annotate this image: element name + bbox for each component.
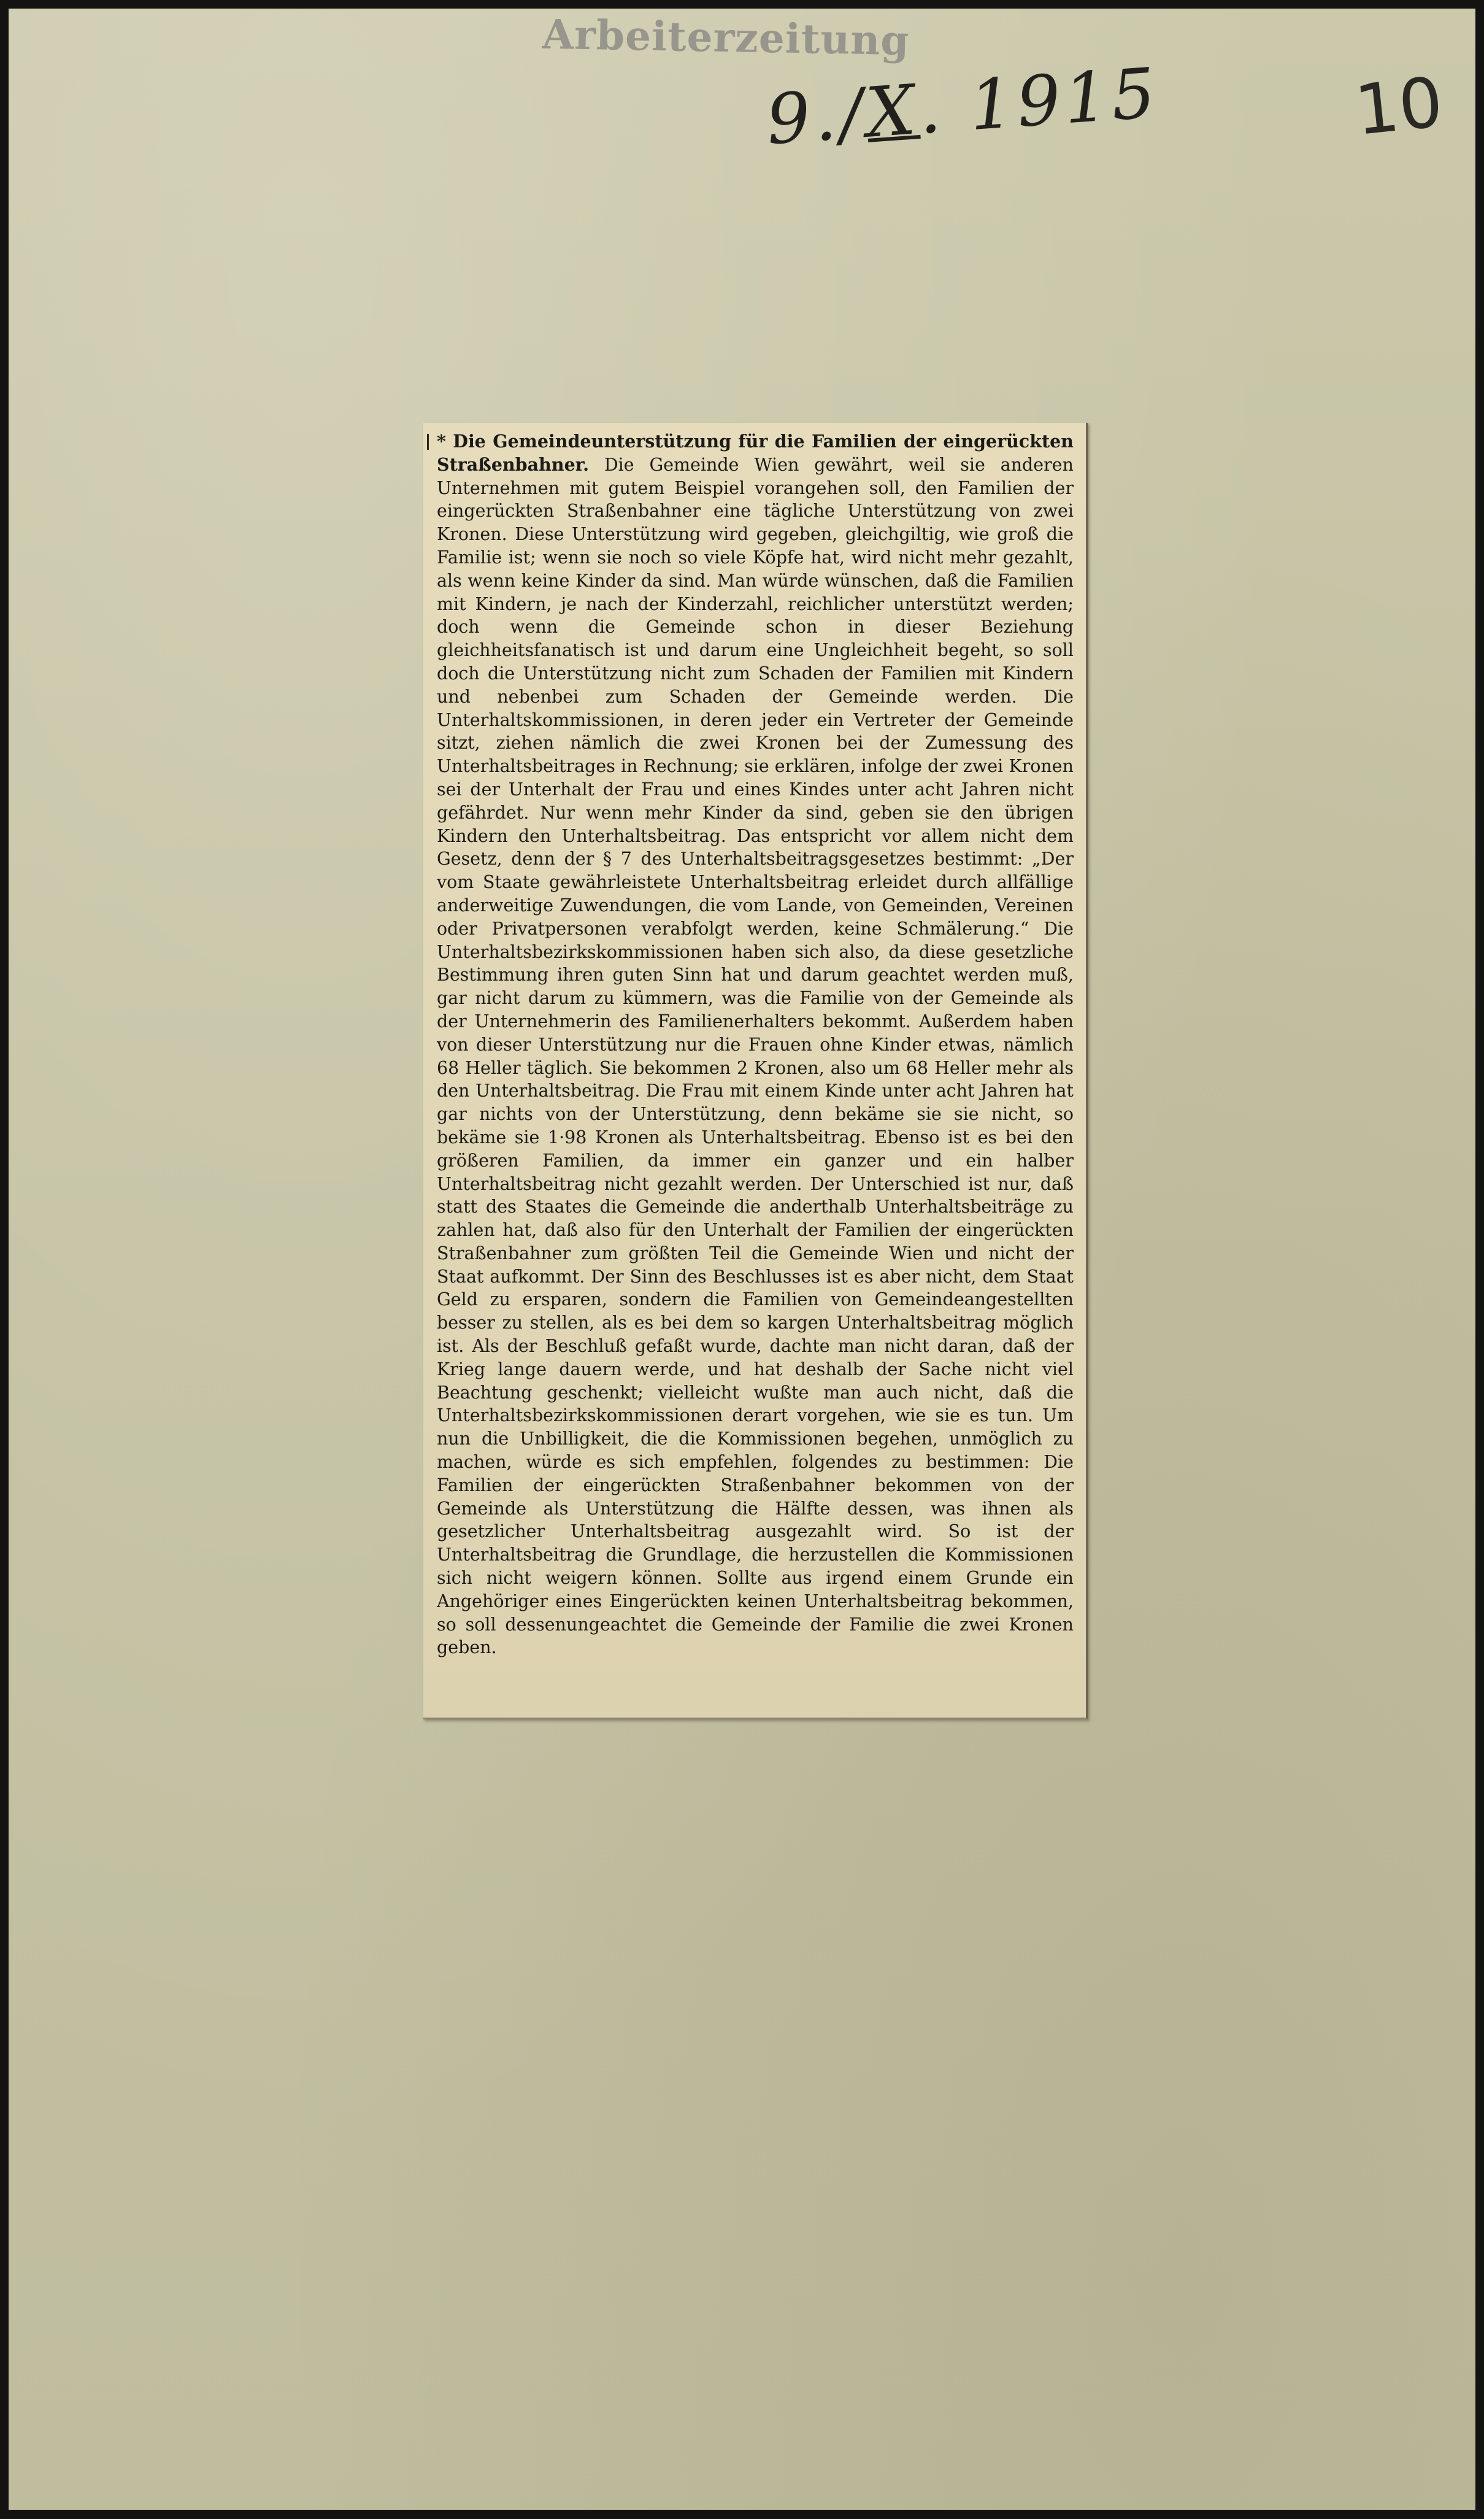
date-year: 1915 [966,53,1162,147]
date-month: X [863,70,922,153]
page-number: 10 [1351,62,1447,152]
date-day: 9. [764,75,842,161]
article-text [437,430,1074,1659]
newspaper-stamp: Arbeiterzeitung [542,10,910,65]
article-body: Die Gemeinde Wien gewährt, weil sie anderen Unternehmen mit gutem Beispiel vorangehen soll, den Familien der eingerückten Straßenbahner eine tägliche Unterstützung von zwei Kronen. Diese Unterstützung wird gegeben, gleichgiltig, wie groß die Familie ist; wenn sie noch so viele Köpfe hat, wird nicht mehr gezahlt, als wenn keine Kinder da sind. Man würde wünschen, daß die Familien mit Kindern, je nach der Kinderzahl, reichlicher unterstützt werden; doch wenn die Gemeinde schon in dieser Beziehung gleichheitsfanatisch ist und darum eine Ungleichheit begeht, so soll doch die Unterstützung nicht zum Schaden der Familien mit Kindern und nebenbei zum Schaden der Gemeinde werden. Die Unterhaltskommissionen, in deren jeder ein Vertreter der Gemeinde sitzt, ziehen nämlich die zwei Kronen bei der Zumessung des Unterhaltsbeitrages in Rechnung; sie erklären, infolge der zwei Kronen sei der Unterhalt der Frau und eines Kindes unter acht Jahren nicht gefährdet. Nur wenn mehr Kinder da sind, geben sie den übrigen Kindern den Unterhaltsbeitrag. Das entspricht vor allem nicht dem Gesetz, denn der § 7 des Unterhaltsbeitragsgesetzes bestimmt: „Der vom Staate gewährleistete Unterhaltsbeitrag erleidet durch allfällige anderweitige Zuwendungen, die vom Lande, von Gemeinden, Vereinen oder Privatpersonen verabfolgt werden, keine Schmälerung.“ Die Unterhaltsbezirkskommissionen haben sich also, da diese gesetzliche Bestimmung ihren guten Sinn hat und darum geachtet werden muß, gar nicht darum zu kümmern, was die Familie von der Gemeinde als der Unternehmerin des Familienerhalters bekommt. Außerdem haben von dieser Unterstützung nur die Frauen ohne Kinder etwas, nämlich 68 Heller täglich. Sie bekommen 2 Kronen, also um 68 Heller mehr als den Unterhaltsbeitrag. Die Frau mit einem Kinde unter acht Jahren hat gar nichts von der Unterstützung, denn bekäme sie sie nicht, so bekäme sie 1·98 Kronen als Unterhaltsbeitrag. Ebenso ist es bei den größeren Familien, da immer ein ganzer und ein halber Unterhaltsbeitrag nicht gezahlt werden. Der Unterschied ist nur, daß statt des Staates die Gemeinde die anderthalb Unterhaltsbeiträge zu zahlen hat, daß also für den Unterhalt der Familien der eingerückten Straßenbahner zum größten Teil die Gemeinde Wien und nicht der Staat aufkommt. Der Sinn des Beschlusses ist es aber nicht, dem Staat Geld zu ersparen, sondern die Familien von Gemeindeangestellten besser zu stellen, als es bei dem so kargen Unterhaltsbeitrag möglich ist. Als der Beschluß gefaßt wurde, dachte man nicht daran, daß der Krieg lange dauern werde, und hat deshalb der Sache nicht viel Beachtung geschenkt; vielleicht wußte man auch nicht, daß die Unterhaltsbezirkskommissionen derart vorgehen, wie sie es tun. Um nun die Unbilligkeit, die die Kommissionen begehen, unmöglich zu machen, würde es sich empfehlen, folgendes zu bestimmen: Die Familien der eingerückten Straßenbahner bekommen von der Gemeinde als Unterstützung die Hälfte dessen, was ihnen als gesetzlicher Unterhaltsbeitrag ausgezahlt wird. So ist der Unterhaltsbeitrag die Grundlage, die herzustellen die Kommissionen sich nicht weigern können. Sollte aus irgend einem Grunde ein Angehöriger eines Eingerückten keinen Unterhaltsbeitrag bekommen, so soll dessenungeachtet die Gemeinde der Familie die zwei Kronen geben. [437,454,1074,1658]
column-mark [427,434,429,450]
archive-sheet [9,9,1475,2510]
handwritten-date: 9./X. 1915 [764,53,1162,161]
article-headline: * Die Gemeindeunterstützung für die Familien der eingerückten Straßenbahner. [437,431,1074,475]
newspaper-clipping [423,423,1088,1719]
